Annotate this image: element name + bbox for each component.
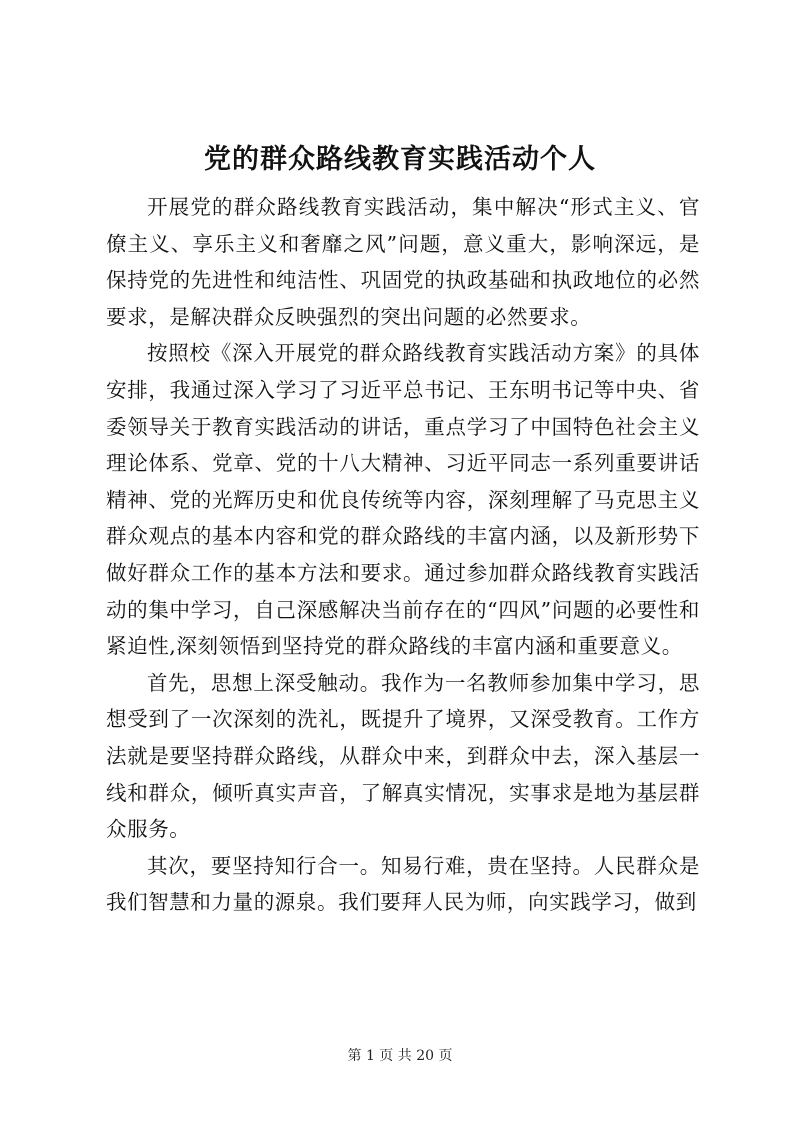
paragraph-4: 其次，要坚持知行合一。知易行难，贵在坚持。人民群众是我们智慧和力量的源泉。我们要拜人民为师，向实践学习，做到 (106, 853, 700, 915)
document-body (106, 189, 700, 921)
page-footer: 第 1 页 共 20 页 (347, 1048, 453, 1064)
paragraph-3: 首先，思想上深受触动。我作为一名教师参加集中学习，思想受到了一次深刻的洗礼，既提升了境界，又深受教育。工作方法就是要坚持群众路线，从群众中来，到群众中去，深入基层一线和群众，倾听真实声音，了解真实情况，实事求是地为基层群众服务。 (106, 670, 700, 842)
document-title: 党的群众路线教育实践活动个人 (204, 144, 596, 175)
paragraph-2: 按照校《深入开展党的群众路线教育实践活动方案》的具体安排，我通过深入学习了习近平总书记、王东明书记等中央、省委领导关于教育实践活动的讲话，重点学习了中国特色社会主义理论体系、党章、党的十八大精神、习近平同志一系列重要讲话精神、党的光辉历史和优良传统等内容，深刻理解了马克思主义群众观点的基本内容和党的群众路线的丰富内涵，以及新形势下做好群众工作的基本方法和要求。通过参加群众路线教育实践活动的集中学习，自己深感解决当前存在的“四风”问题的必要性和紧迫性,深刻领悟到坚持党的群众路线的丰富内涵和重要意义。 (106, 341, 700, 659)
paragraph-1: 开展党的群众路线教育实践活动，集中解决“形式主义、官僚主义、享乐主义和奢靡之风”问题，意义重大，影响深远，是保持党的先进性和纯洁性、巩固党的执政基础和执政地位的必然要求，是解决群众反映强烈的突出问题的必然要求。 (106, 195, 700, 329)
